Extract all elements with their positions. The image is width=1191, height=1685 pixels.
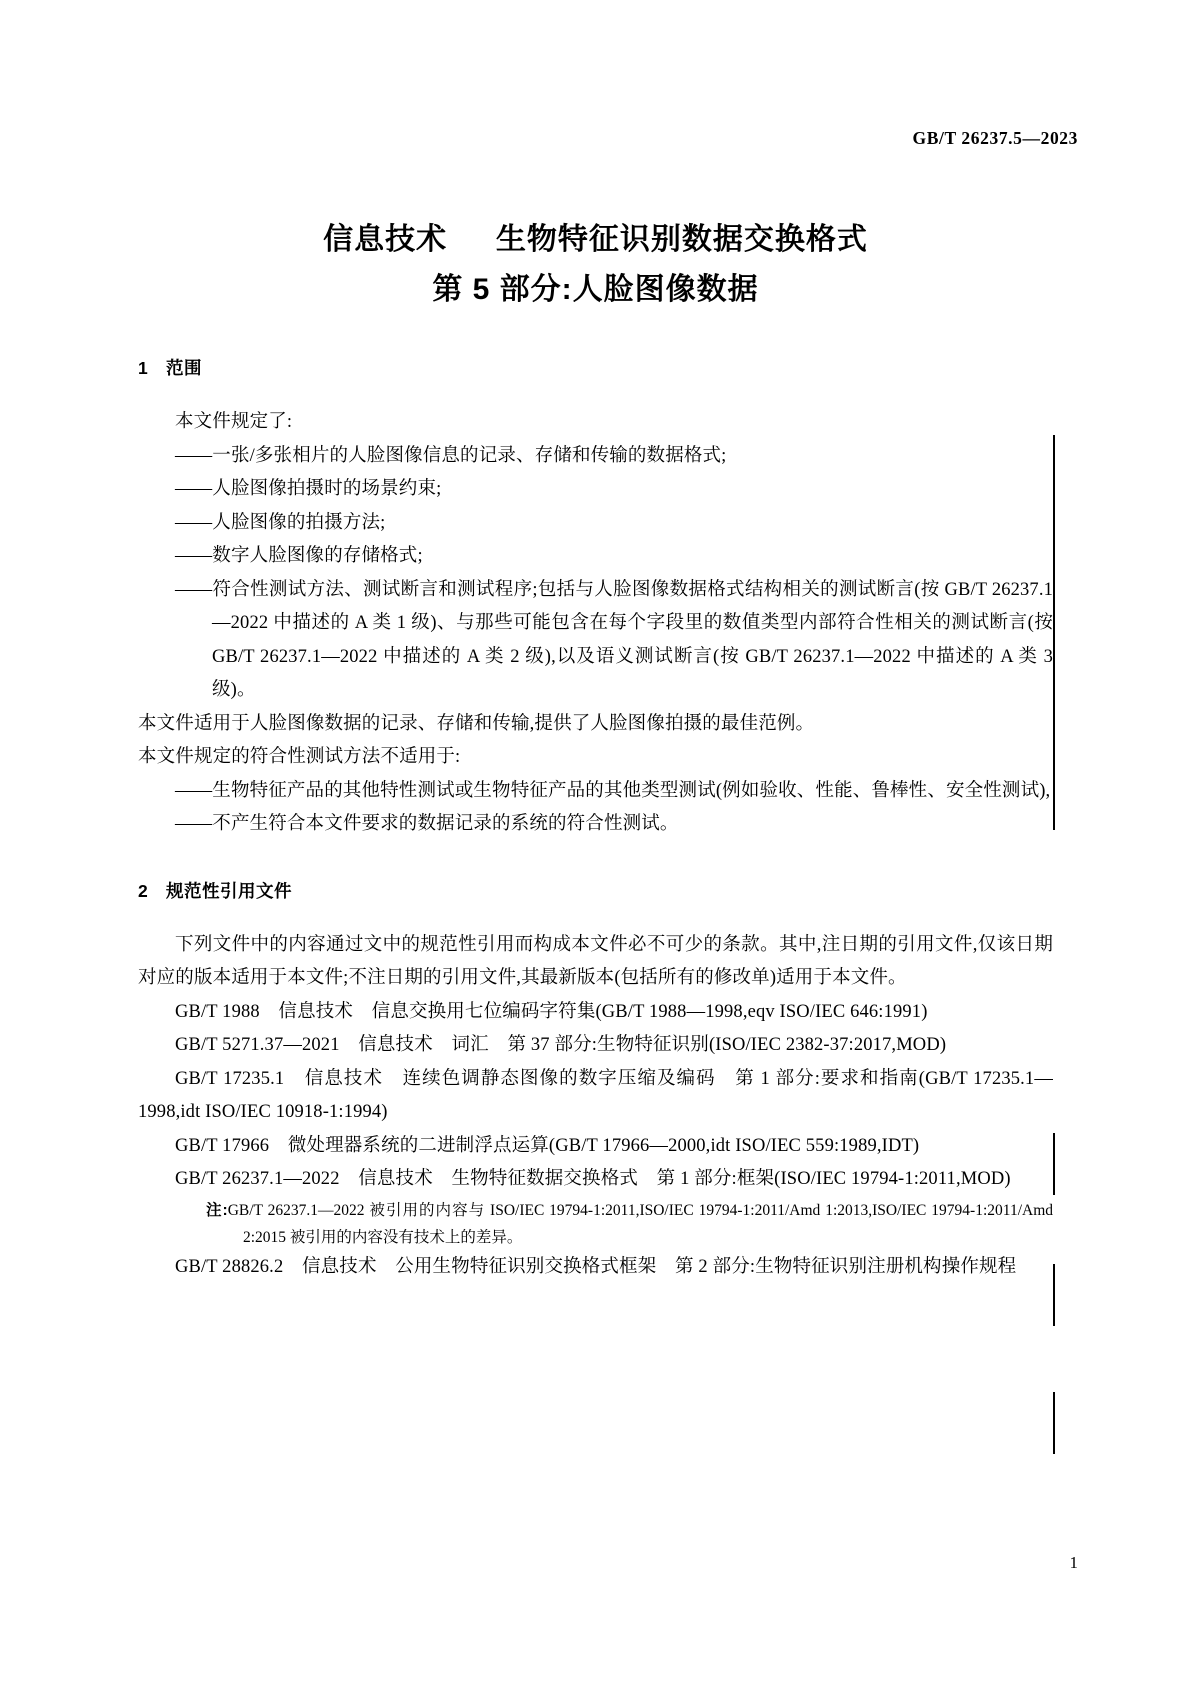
scope-list-item: ——符合性测试方法、测试断言和测试程序;包括与人脸图像数据格式结构相关的测试断言(按 GB/T 26237.1—2022 中描述的 A 类 1 级)、与那些可能包含在每个字段里的数值类型内部符合性相关的测试断言(按 GB/T 26237.1—2022 中描述的 A 类 2 级),以及语义测试断言(按 GB/T 26237.1—2022 中描述的 A 类 3 级)。 — [175, 579, 1053, 700]
revision-change-bar — [1053, 435, 1055, 830]
clause-heading-scope — [138, 355, 1053, 380]
document-body — [138, 355, 1053, 1284]
normative-reference-entry: GB/T 1988 信息技术 信息交换用七位编码字符集(GB/T 1988—1998,eqv ISO/IEC 646:1991) — [175, 1001, 928, 1022]
title-line-1 — [0, 218, 1191, 262]
revision-change-bar — [1053, 1264, 1055, 1326]
normative-reference-entry: GB/T 26237.1—2022 信息技术 生物特征数据交换格式 第 1 部分:框架(ISO/IEC 19794-1:2011,MOD) — [175, 1169, 1011, 1189]
scope-exclusion-item: ——不产生符合本文件要求的数据记录的系统的符合性测试。 — [175, 814, 679, 834]
clause-number: 1 — [138, 358, 149, 378]
title-part-topic: 生物特征识别数据交换格式 — [495, 223, 868, 256]
normative-reference-entry: GB/T 5271.37—2021 信息技术 词汇 第 37 部分:生物特征识别(ISO/IEC 2382-37:2017,MOD) — [175, 1035, 947, 1055]
scope-list-item: ——一张/多张相片的人脸图像信息的记录、存储和传输的数据格式; — [175, 445, 727, 466]
clause-title: 范围 — [166, 358, 202, 378]
page-title — [0, 218, 1191, 312]
scope-intro: 本文件规定了: — [175, 412, 293, 432]
normative-reference-entry: GB/T 28826.2 信息技术 公用生物特征识别交换格式框架 第 2 部分:生物特征识别注册机构操作规程 — [175, 1256, 1017, 1277]
note-label: 注: — [206, 1201, 228, 1219]
scope-applicability-paragraph: 本文件适用于人脸图像数据的记录、存储和传输,提供了人脸图像拍摄的最佳范例。 — [138, 713, 815, 734]
scope-exclusion-item: ——生物特征产品的其他特性测试或生物特征产品的其他类型测试(例如验收、性能、鲁棒性、安全性测试), — [175, 780, 1051, 801]
normative-reference-note — [138, 1197, 1053, 1251]
revision-change-bar — [1053, 1392, 1055, 1454]
normative-reference-entry: GB/T 17966 微处理器系统的二进制浮点运算(GB/T 17966—2000,idt ISO/IEC 559:1989,IDT) — [175, 1135, 920, 1156]
note-text: GB/T 26237.1—2022 被引用的内容与 ISO/IEC 19794-1:2011,ISO/IEC 19794-1:2011/Amd 1:2013,ISO/IEC 19794-1:2011/Amd 2:2015 被引用的内容没有技术上的差异。 — [227, 1201, 1054, 1246]
scope-list-item: ——人脸图像拍摄时的场景约束; — [175, 479, 442, 499]
scope-list-item: ——数字人脸图像的存储格式; — [175, 546, 423, 566]
clause-heading-normative-references — [138, 878, 1053, 903]
scope-exclusion-intro: 本文件规定的符合性测试方法不适用于: — [138, 747, 461, 767]
title-line-2: 第 5 部分:人脸图像数据 — [432, 273, 759, 306]
section-gap — [138, 842, 1053, 878]
clause-number: 2 — [138, 880, 149, 901]
normative-references-intro: 下列文件中的内容通过文中的规范性引用而构成本文件必不可少的条款。其中,注日期的引用文件,仅该日期对应的版本适用于本文件;不注日期的引用文件,其最新版本(包括所有的修改单)适用于本文件。 — [138, 934, 1053, 988]
title-part-subject: 信息技术 — [323, 223, 448, 256]
clause-title: 规范性引用文件 — [166, 880, 292, 901]
page-number: 1 — [1069, 1553, 1078, 1572]
running-header-standard-number: GB/T 26237.5—2023 — [912, 128, 1078, 148]
scope-list-item: ——人脸图像的拍摄方法; — [175, 512, 386, 533]
revision-change-bar — [1053, 1133, 1055, 1195]
normative-reference-entry: GB/T 17235.1 信息技术 连续色调静态图像的数字压缩及编码 第 1 部分:要求和指南(GB/T 17235.1—1998,idt ISO/IEC 10918-1:1994) — [138, 1068, 1053, 1122]
